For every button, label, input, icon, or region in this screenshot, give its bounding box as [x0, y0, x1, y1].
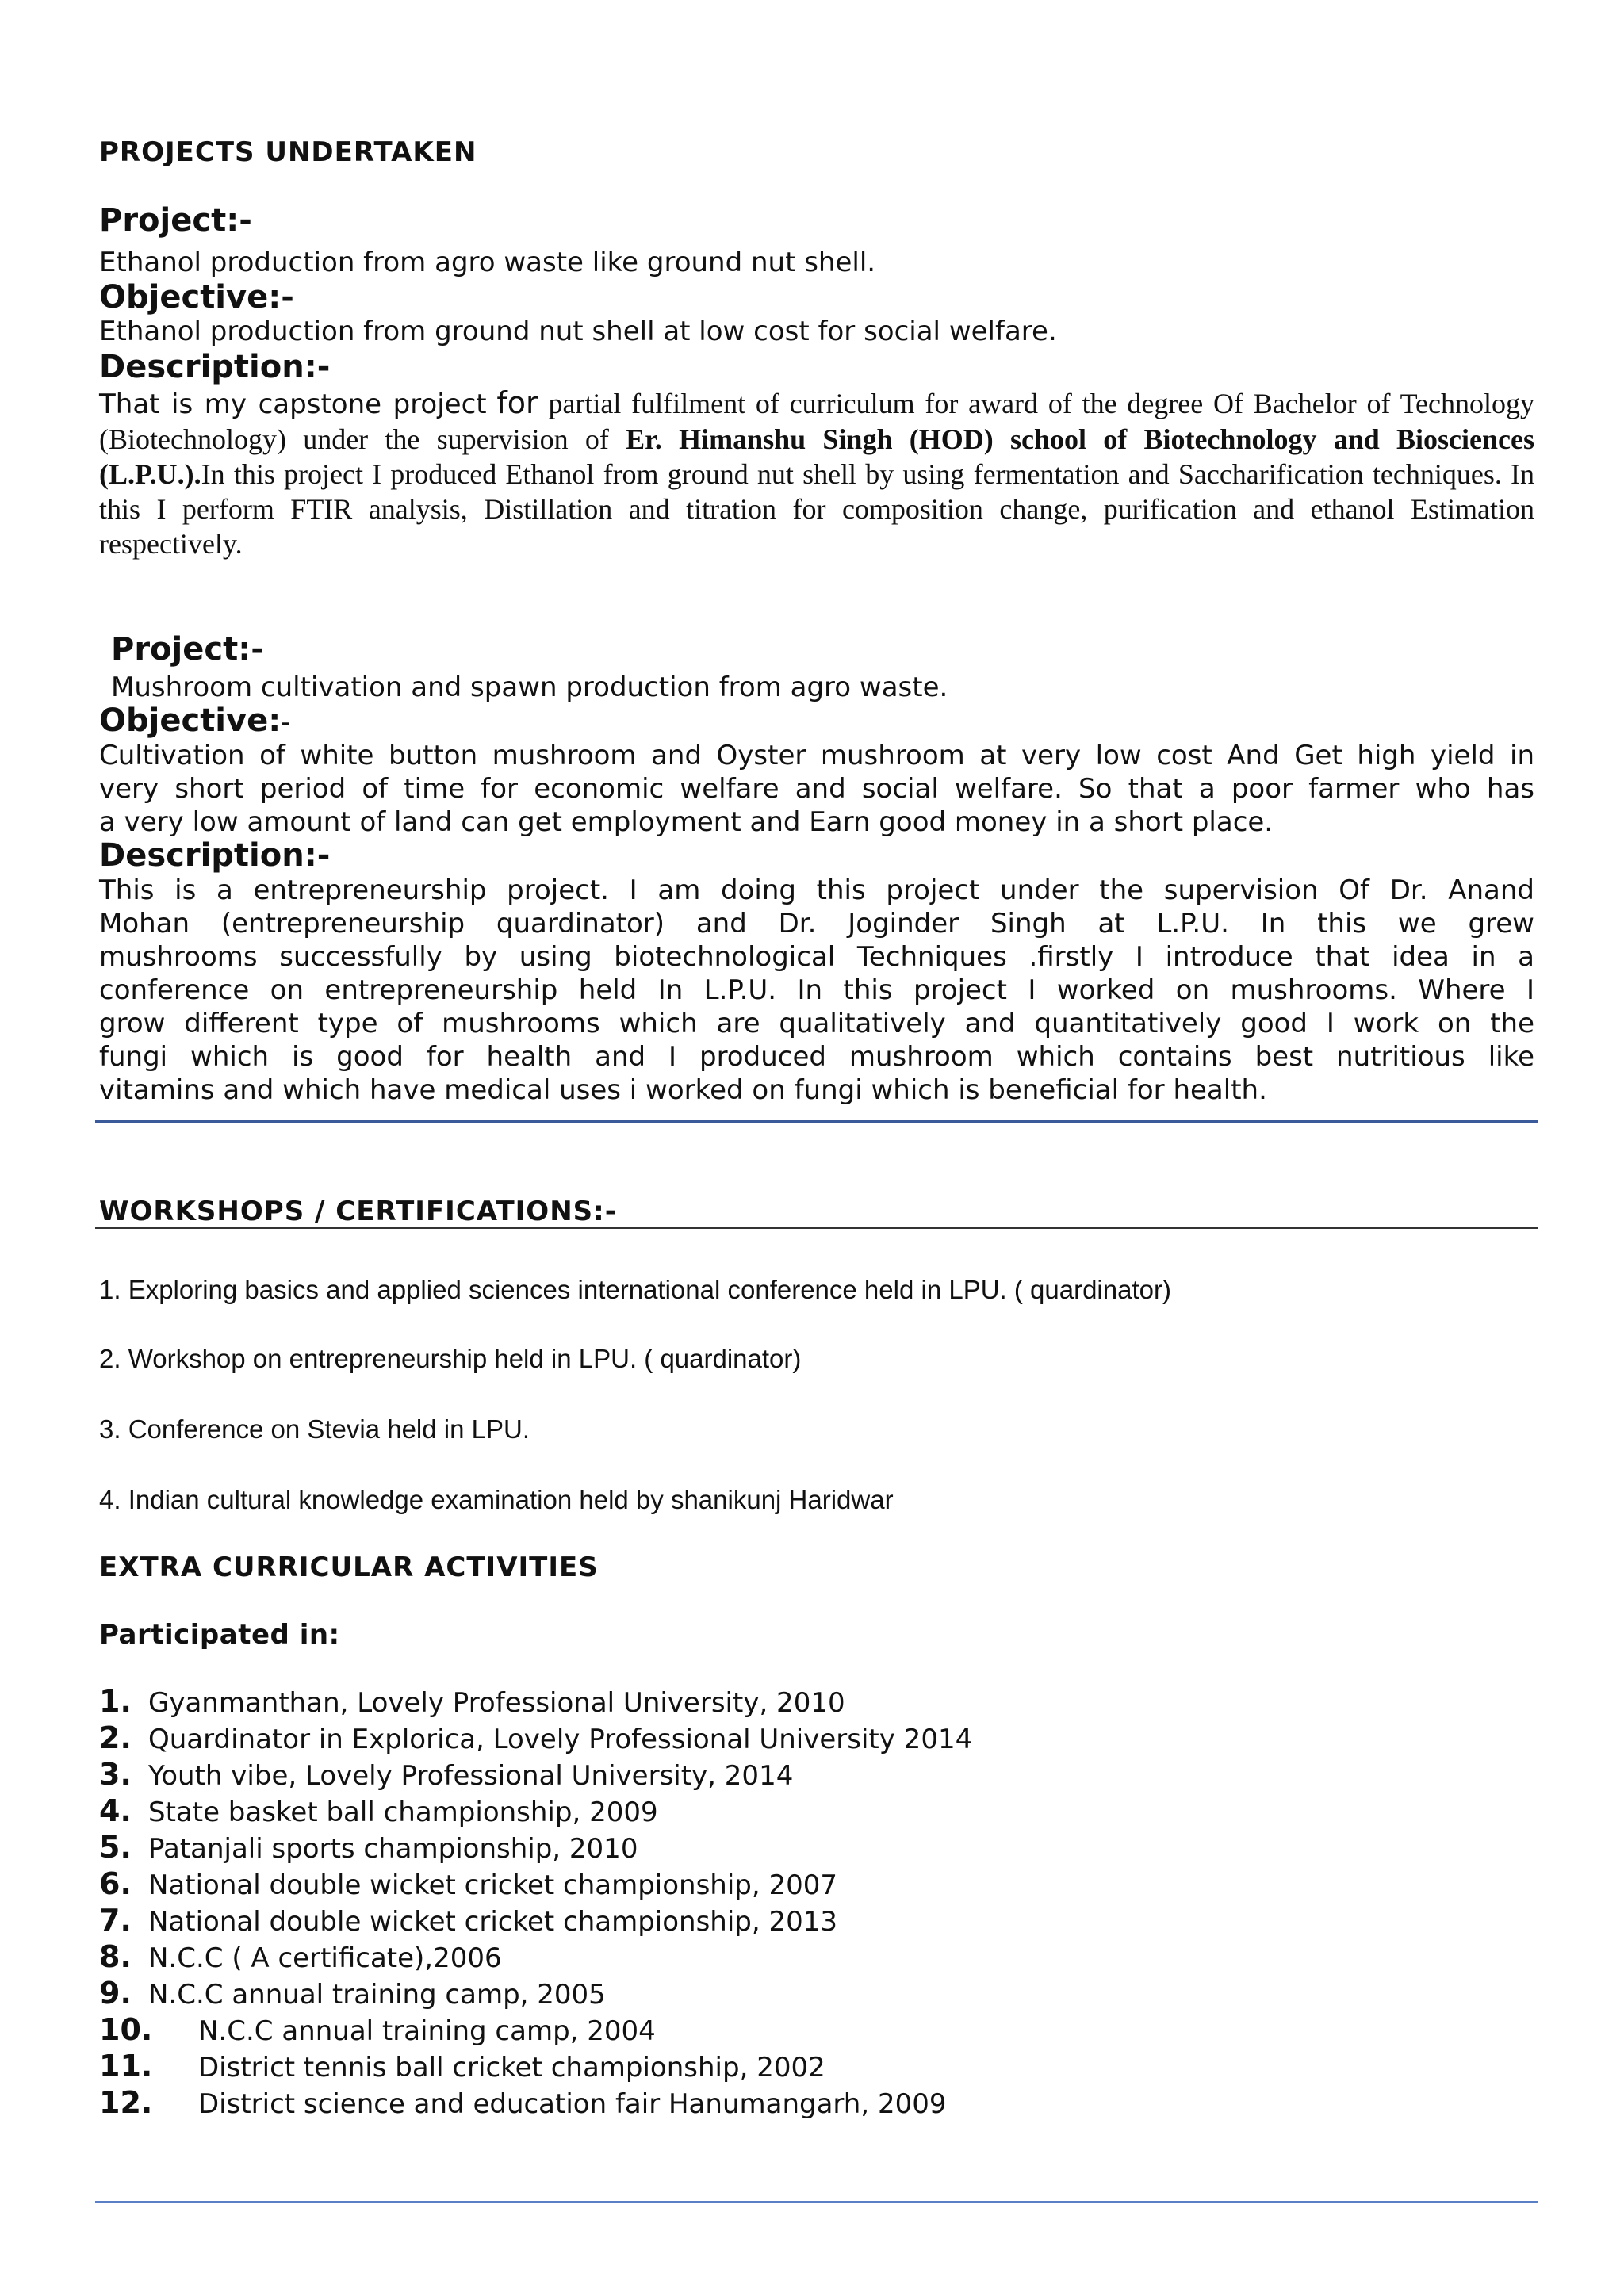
activity-text: N.C.C ( A certificate),2006: [148, 1942, 502, 1974]
project2-label: Project:-: [111, 631, 264, 668]
activity-item: [99, 2048, 972, 2084]
desc-part2: In this project I produced Ethanol from ground nut shell by using fermentation and Saccharification techniques. In this I perform FTIR analysis, Distillation and titration for composition change, purification and ethanol Estimation respectively.: [99, 458, 1534, 560]
project2-description-label: Description:-: [99, 837, 331, 874]
activity-text: State basket ball championship, 2009: [148, 1797, 658, 1828]
project2-objective-label: Objective:: [99, 702, 282, 739]
workshops-underline: [95, 1227, 1538, 1229]
project1-description: [99, 385, 1534, 561]
participated-label: Participated in:: [99, 1619, 340, 1651]
desc-part1: partial fulfilment of curriculum for award of the degree Of Bachelor of Technology (Biotechnology) under the supervision of: [99, 388, 1535, 455]
activity-text: N.C.C annual training camp, 2005: [148, 1979, 606, 2011]
activity-text: N.C.C annual training camp, 2004: [198, 2015, 656, 2047]
activity-item: [99, 1938, 972, 1975]
activity-item: [99, 2084, 972, 2121]
activity-text: National double wicket cricket championship, 2007: [148, 1869, 838, 1901]
activity-number: 10.: [99, 2012, 153, 2047]
description-line: mushrooms successfully by using biotechnological Techniques .firstly I introduce that idea in a: [99, 941, 1534, 973]
activity-number: 9.: [99, 1976, 132, 2011]
objective-line: very short period of time for economic welfare and social welfare. So that a poor farmer who has: [99, 773, 1534, 805]
activity-text: Patanjali sports championship, 2010: [148, 1833, 638, 1865]
activity-number: 5.: [99, 1830, 132, 1865]
description-line: grow different type of mushrooms which are qualitatively and quantitatively good I work on the: [99, 1008, 1534, 1039]
activity-number: 6.: [99, 1866, 132, 1901]
activity-number: 12.: [99, 2085, 153, 2120]
activity-item: [99, 1756, 972, 1793]
activity-item: [99, 1829, 972, 1866]
activity-item: [99, 1975, 972, 2011]
desc-supervisor: Er. Himanshu Singh (HOD) school of Biotechnology and Biosciences (L.P.U.).: [99, 423, 1534, 490]
desc-lead: That is my capstone project: [99, 388, 487, 420]
project2-objective-heading: [99, 702, 291, 739]
activity-number: 7.: [99, 1903, 132, 1938]
project1-objective-label: Objective:-: [99, 279, 294, 316]
project2-objective-text: [99, 739, 1534, 839]
project1-title: Ethanol production from agro waste like ground nut shell.: [99, 247, 876, 278]
activity-item: [99, 1866, 972, 1902]
activity-number: 8.: [99, 1939, 132, 1974]
description-line: fungi which is good for health and I produced mushroom which contains best nutritious like: [99, 1041, 1534, 1073]
activity-item: [99, 1902, 972, 1938]
activity-text: Youth vibe, Lovely Professional University, 2014: [148, 1760, 794, 1792]
activity-text: Gyanmanthan, Lovely Professional University, 2010: [148, 1687, 845, 1719]
activity-item: [99, 2011, 972, 2048]
activity-text: District science and education fair Hanumangarh, 2009: [198, 2088, 947, 2120]
activity-text: National double wicket cricket championship, 2013: [148, 1906, 838, 1938]
objective-line: Cultivation of white button mushroom and Oyster mushroom at very low cost And Get high yield in: [99, 740, 1534, 771]
desc-for: for: [496, 385, 538, 420]
activity-text: Quardinator in Explorica, Lovely Professional University 2014: [148, 1724, 973, 1755]
project1-label: Project:-: [99, 202, 252, 239]
certification-item: 2. Workshop on entrepreneurship held in LPU. ( quardinator): [99, 1344, 802, 1373]
description-line: vitamins and which have medical uses i worked on fungi which is beneficial for health.: [99, 1074, 1267, 1106]
projects-heading: PROJECTS UNDERTAKEN: [99, 136, 477, 168]
project2-objective-dash: -: [281, 706, 291, 738]
description-line: conference on entrepreneurship held In L.P.U. In this project I worked on mushrooms. Where I: [99, 974, 1534, 1006]
activity-number: 3.: [99, 1757, 132, 1792]
project2-title: Mushroom cultivation and spawn production from agro waste.: [111, 672, 948, 703]
description-line: Mohan (entrepreneurship quardinator) and Dr. Joginder Singh at L.P.U. In this we grew: [99, 908, 1534, 939]
description-line: This is a entrepreneurship project. I am doing this project under the supervision Of Dr. Anand: [99, 874, 1534, 906]
activity-text: District tennis ball cricket championship, 2002: [198, 2052, 825, 2084]
project1-objective-text: Ethanol production from ground nut shell at low cost for social welfare.: [99, 316, 1057, 347]
activity-item: [99, 1720, 972, 1756]
workshops-heading: WORKSHOPS / CERTIFICATIONS:-: [99, 1196, 617, 1227]
activities-heading: EXTRA CURRICULAR ACTIVITIES: [99, 1552, 599, 1583]
project2-description: [99, 874, 1534, 1107]
certification-item: 4. Indian cultural knowledge examination held by shanikunj Haridwar: [99, 1485, 894, 1514]
footer-divider: [95, 2201, 1538, 2203]
activity-item: [99, 1793, 972, 1829]
activity-number: 1.: [99, 1684, 132, 1719]
certification-item: 3. Conference on Stevia held in LPU.: [99, 1414, 530, 1444]
certification-item: 1. Exploring basics and applied sciences international conference held in LPU. ( quardinator): [99, 1275, 1171, 1304]
section-divider: [95, 1120, 1538, 1123]
project1-description-label: Description:-: [99, 349, 331, 385]
activities-list: [99, 1683, 972, 2121]
activity-number: 11.: [99, 2049, 153, 2084]
activity-number: 4.: [99, 1793, 132, 1828]
activity-number: 2.: [99, 1720, 132, 1755]
activity-item: [99, 1683, 972, 1720]
objective-line: a very low amount of land can get employment and Earn good money in a short place.: [99, 806, 1274, 838]
